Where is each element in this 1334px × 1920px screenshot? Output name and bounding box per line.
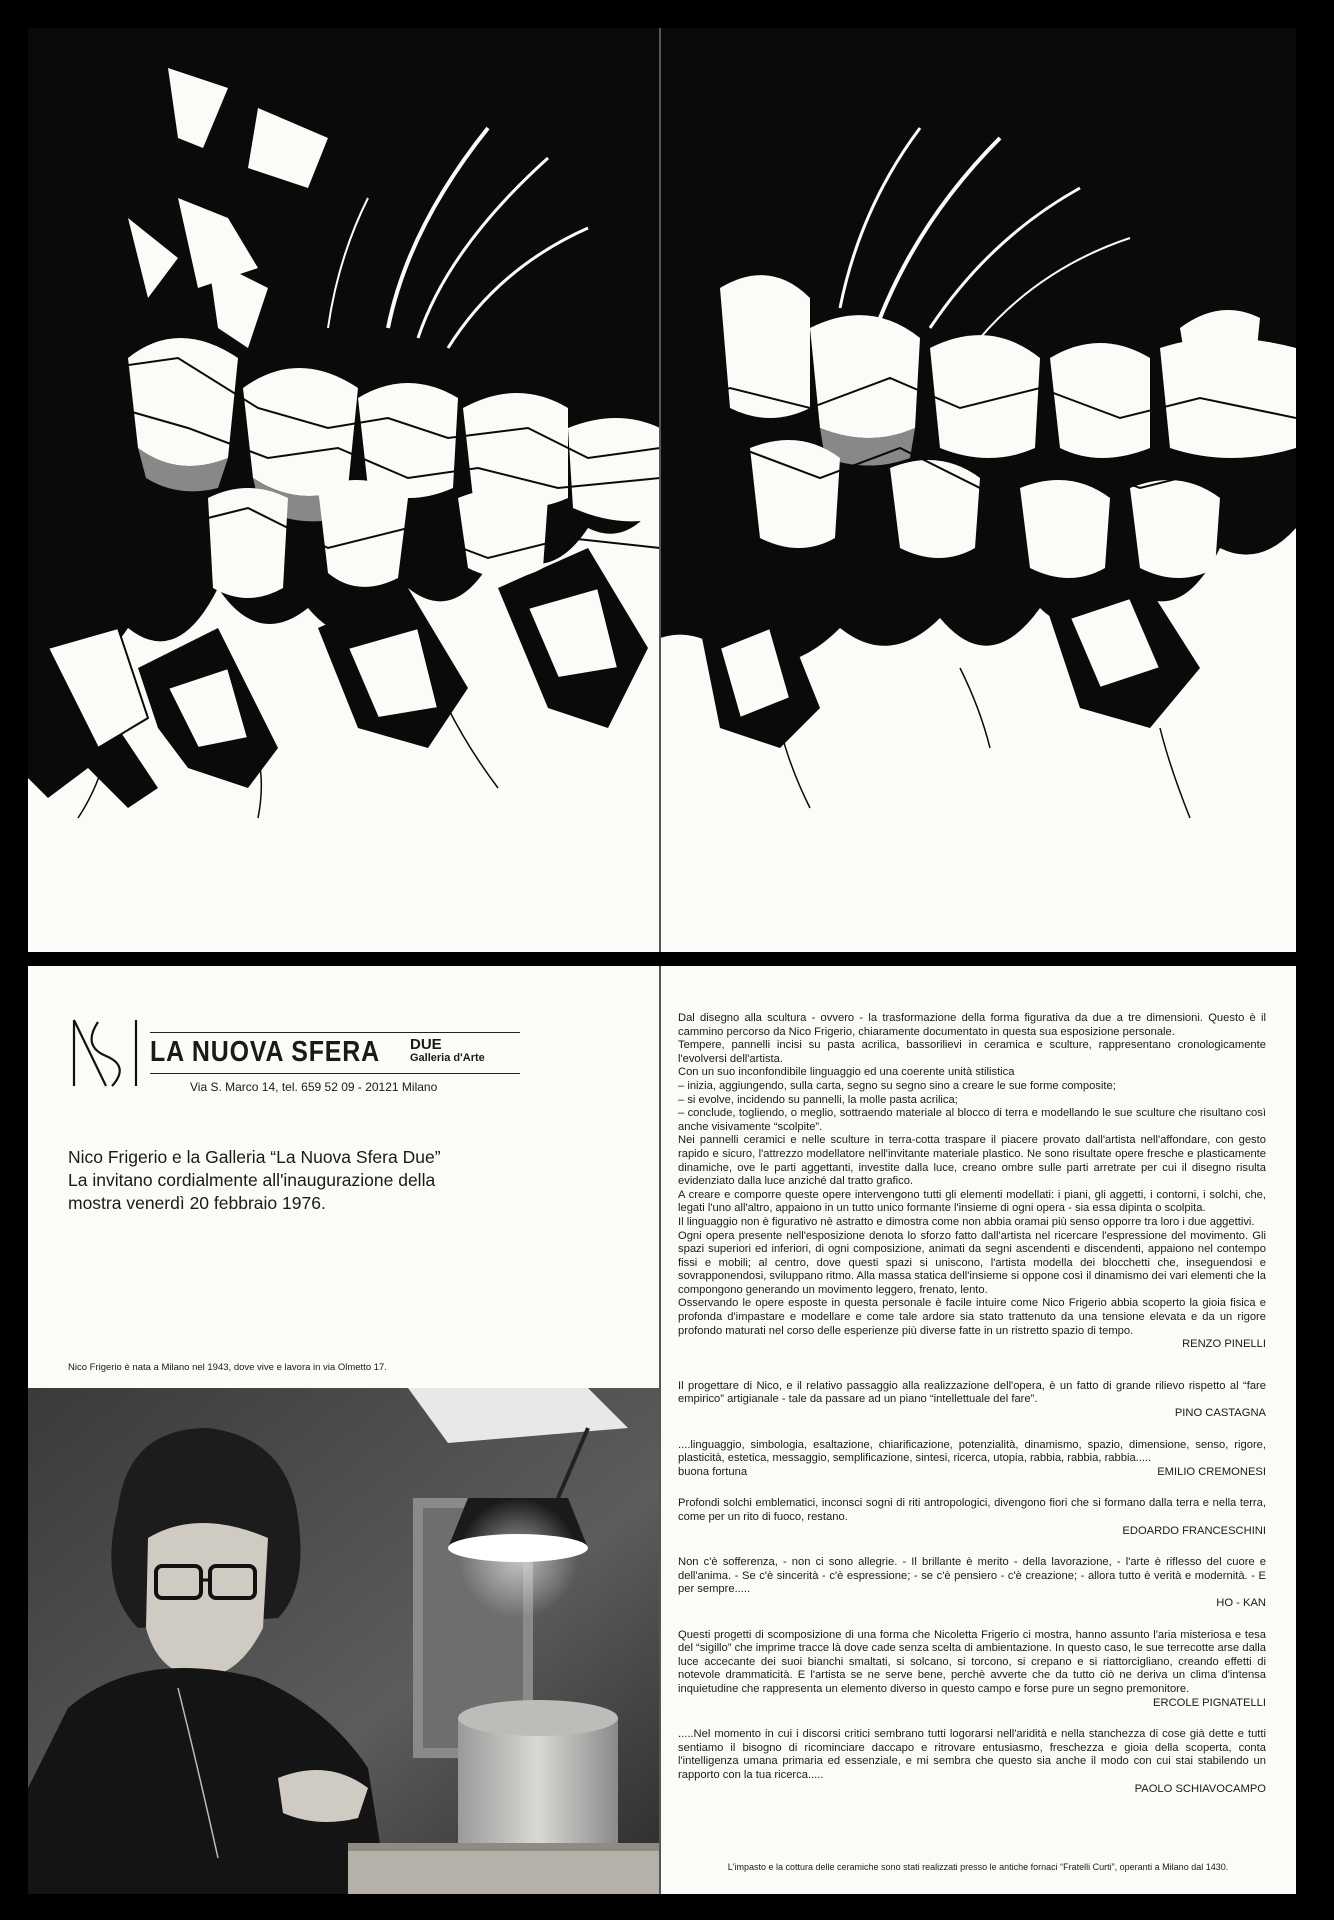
- essay-paragraph: – conclude, togliendo, o meglio, sottraendo materiale al blocco di terra e modellando le sue sculture che risultano così anche visivamente “scolpite”.: [678, 1107, 1266, 1133]
- essay-paragraph: Ogni opera presente nell'esposizione denota lo sforzo fatto dall'artista nel ricercare l'espressione del movimento. Gli spazi superiori ed inferiori, di ogni composizione, animati da segni ascendenti e discendenti, appaiono nel contempo fissi e mobili; al centro, dove questi spazi si uniscono, l'artista modella dei blocchetti che, inseguendosi e sovrapponendosi, sviluppano ritmo. Alla massa statica dell'insieme si oppone così il dinamismo dei vari elementi che la compongono generando un movimento leggero, frenato, lento.: [678, 1229, 1266, 1296]
- artist-photo: [28, 1388, 660, 1894]
- cover-artwork-right: [660, 28, 1296, 952]
- gallery-name-due: DUE: [410, 1036, 442, 1053]
- essay-column: [678, 1012, 1266, 1814]
- quote-schiavocampo: [678, 1728, 1266, 1796]
- invitation-line-1: Nico Frigerio e la Galleria “La Nuova Sfera Due”: [68, 1147, 441, 1167]
- quote-closing: [678, 1466, 1266, 1480]
- quote-text: .....Nel momento in cui i discorsi critici sembrano tutti logorarsi nell'aridità e nella stanchezza di cose già dette e tutti sentiamo il bisogno di ricominciare daccapo e ritrovare entusiasmo, freschezza e gioia della scoperta, conta l'intelligenza umana primaria ed essenziale, e mi sembra che questo sia anche il modo con cui stai stabilendo un rapporto con la tua ricerca.....: [678, 1728, 1266, 1781]
- essay-paragraph: Dal disegno alla scultura - ovvero - la trasformazione della forma figurativa da due a tre dimensioni. Questo è il cammino percorso da Nico Frigerio, chiaramente documentato in questa sua esposizione personale.: [678, 1012, 1266, 1038]
- gallery-subtitle: Galleria d'Arte: [410, 1052, 485, 1064]
- essay-main: [678, 1012, 1266, 1352]
- gallery-name: LA NUOVA SFERA: [150, 1036, 381, 1068]
- quote-closing-text: buona fortuna: [678, 1465, 748, 1478]
- cover-right-panel: [660, 28, 1296, 952]
- essay-paragraph: Nei pannelli ceramici e nelle sculture in terra-cotta traspare il piacere provato dall'artista nell'affondare, con gesto rapido e sicuro, l'attrezzo modellatore nell'invitante materiale plastico. Ne sono risultate opere fresche e plasticamente dinamiche, ove le parti aggettanti, investite dalla luce, creano ombre sulle parti arretrate per cui il disegno risulta evidenziato dalla luce anziché dal tratto grafico.: [678, 1134, 1266, 1188]
- quote-author: EMILIO CREMONESI: [1157, 1465, 1266, 1478]
- quote-text: ....linguaggio, simbologia, esaltazione, chiarificazione, potenzialità, dinamismo, spazio, dimensione, senso, rigore, plasticità, estetica, messaggio, semplificazione, sintesi, ricerca, utopia, rabbia, rabbia, rabbia.....: [678, 1438, 1266, 1465]
- essay-author: RENZO PINELLI: [1182, 1338, 1266, 1351]
- quote-franceschini: [678, 1497, 1266, 1538]
- essay-paragraph: Tempere, pannelli incisi su pasta acrilica, bassorilievi in ceramica e sculture, rappresentano cronologicamente l'evolversi dell'artista.: [678, 1039, 1266, 1065]
- essay-paragraph: Con un suo inconfondibile linguaggio ed una coerente unità stilistica: [678, 1066, 1015, 1079]
- quote-text: Questi progetti di scomposizione di una forma che Nicoletta Frigerio ci mostra, hanno assunto l'aria misteriosa e tesa del “sigillo” che imprime tracce là dove cade senza scelta di ambientazione. In questo caso, le sue terrecotte arse dalla luce accecante dei suoi bianchi smaltati, si solcano, si torcono, si crepano e si riattorcigliano, creando effetti di notevole drammaticità. E l'artista se ne serve bene, perchè avverte che da tutto ciò ne deriva un clima d'intensa inquietudine che rappresenta un elemento diverso in questo campo e forse pure un segno premonitore.: [678, 1628, 1266, 1695]
- quote-author: ERCOLE PIGNATELLI: [1153, 1696, 1266, 1709]
- essay-paragraph: – inizia, aggiungendo, sulla carta, segno su segno sino a creare le sue forme composite;: [678, 1079, 1116, 1092]
- invitation-panel: [28, 966, 660, 1894]
- quote-cremonesi: [678, 1439, 1266, 1480]
- essay-panel: [660, 966, 1296, 1894]
- quote-author: HO - KAN: [1216, 1596, 1266, 1609]
- essay-paragraph: Il linguaggio non è figurativo nè astratto e dimostra come non abbia oramai più senso opporre tra loro i due aggettivi.: [678, 1215, 1255, 1228]
- essay-paragraph: A creare e comporre queste opere intervengono tutti gli elementi modellati: i piani, gli aggetti, i contorni, i solchi, che, legati l'uno all'altro, appaiono in un tutto unico formante l'insieme di ogni opera - sia essa dipinta o scolpita.: [678, 1188, 1266, 1215]
- quote-text: Profondi solchi emblematici, inconsci sogni di riti antropologici, divengono fiori che si formano dalla terra e nella terra, come per un rito di fuoco, restano.: [678, 1497, 1266, 1523]
- essay-paragraph: – si evolve, incidendo su pannelli, la molle pasta acrilica;: [678, 1093, 958, 1106]
- quote-pignatelli: [678, 1629, 1266, 1711]
- cover-fold-line: [659, 28, 661, 952]
- quote-author: PAOLO SCHIAVOCAMPO: [1134, 1782, 1266, 1795]
- inner-fold-line: [659, 966, 661, 1894]
- logo-rule-bottom: [150, 1073, 520, 1074]
- cover-left-panel: [28, 28, 660, 952]
- footer-note: L'impasto e la cottura delle ceramiche sono stati realizzati presso le antiche fornaci “Fratelli Curti”, operanti a Milano dal 1430.: [727, 1862, 1229, 1872]
- cover-artwork-left: [28, 28, 660, 952]
- gallery-monogram-icon: [68, 1016, 142, 1090]
- quote-ho-kan: [678, 1556, 1266, 1610]
- essay-paragraph: Osservando le opere esposte in questa personale è facile intuire come Nico Frigerio abbia scoperto la gioia fisica e profonda d'impastare e modellare e come tale ardore sia stato trattenuto da una tensione elevata e da un rigore profondo maturati nel corso delle esperienze più diverse fatte in un ristretto spazio di tempo.: [678, 1297, 1266, 1337]
- quote-author: EDOARDO FRANCESCHINI: [1122, 1524, 1266, 1537]
- invitation-line-3: mostra venerdì 20 febbraio 1976.: [68, 1193, 326, 1213]
- quote-text: Non c'è sofferenza, - non ci sono allegrie. - Il brillante è merito - della lavorazione, - l'arte è riflesso del cuore e dell'anima. - Se c'è sincerità - c'è espressione; - se c'è pensiero - c'è creazione; - allora tutto è verità e modernità. - E per sempre.....: [678, 1556, 1266, 1596]
- quote-text: Il progettare di Nico, e il relativo passaggio alla realizzazione dell'opera, è un fatto di grande rilievo rispetto al “fare empirico” artigianale - tale da passare ad un piano “intellettuale del fare”.: [678, 1379, 1266, 1406]
- quote-author: PINO CASTAGNA: [1174, 1407, 1266, 1420]
- invitation-line-2: La invitano cordialmente all'inaugurazione della: [68, 1170, 436, 1190]
- invitation-text: [68, 1146, 508, 1215]
- photo-caption: Nico Frigerio è nata a Milano nel 1943, dove vive e lavora in via Olmetto 17.: [68, 1362, 387, 1373]
- quote-castagna: [678, 1380, 1266, 1421]
- gallery-address: Via S. Marco 14, tel. 659 52 09 - 20121 Milano: [190, 1080, 438, 1094]
- logo-rule-top: [150, 1032, 520, 1033]
